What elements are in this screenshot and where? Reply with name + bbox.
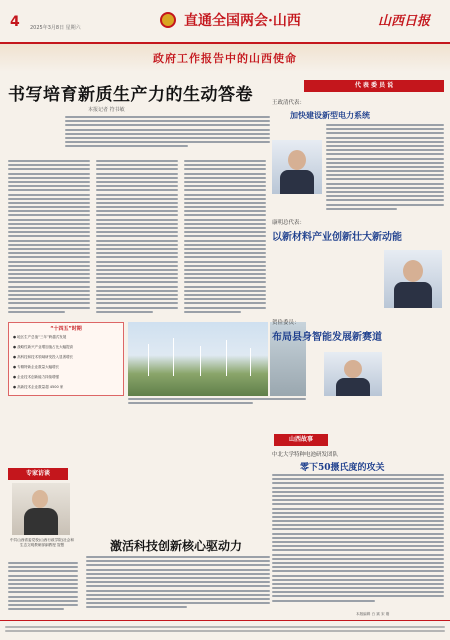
text-line: [272, 491, 444, 493]
text-line: [96, 307, 178, 309]
text-line: [272, 575, 444, 577]
text-line: [184, 173, 266, 175]
text-line: [96, 231, 178, 233]
text-line: [96, 185, 178, 187]
text-line: [272, 554, 444, 556]
text-line: [8, 202, 90, 204]
wind-turbine-photo: [128, 322, 268, 396]
text-line: [8, 273, 90, 275]
text-line: [272, 499, 444, 501]
text-line: [272, 545, 444, 547]
text-line: [8, 281, 90, 283]
text-line: [272, 558, 444, 560]
text-line: [326, 141, 444, 143]
text-line: [96, 189, 178, 191]
page-number: 4: [10, 14, 20, 30]
text-line: [96, 252, 178, 254]
text-line: [326, 208, 397, 210]
text-line: [272, 516, 444, 518]
text-line: [184, 265, 266, 267]
text-line: [86, 573, 270, 575]
text-line: [326, 124, 444, 126]
text-line: [272, 570, 444, 572]
text-line: [326, 132, 444, 134]
text-line: [272, 478, 444, 480]
text-line: [326, 191, 444, 193]
text-line: [86, 569, 270, 571]
text-line: [272, 508, 444, 510]
shanxi-story-tag: 山西故事: [274, 434, 328, 446]
text-line: [8, 286, 90, 288]
text-column: [8, 160, 90, 315]
text-line: [96, 261, 178, 263]
text-line: [8, 194, 90, 196]
text-line: [8, 269, 90, 271]
text-column: [184, 160, 266, 315]
text-line: [8, 277, 90, 279]
text-line: [272, 591, 444, 593]
text-line: [326, 170, 444, 172]
text-line: [184, 290, 266, 292]
text-line: [8, 227, 90, 229]
text-line: [272, 512, 444, 514]
text-line: [184, 181, 266, 183]
plan-box-title: “十四五”时期: [50, 326, 82, 332]
text-line: [184, 164, 266, 166]
national-emblem-icon: [160, 12, 176, 28]
rep1-headline: 加快建设新型电力系统: [290, 110, 370, 120]
plan-item: ● 高科技和技术领域研发投入显著增长: [13, 355, 74, 359]
story-kicker: 中北大学特种电池研发团队: [272, 452, 339, 458]
text-line: [184, 273, 266, 275]
text-line: [86, 602, 270, 604]
text-line: [96, 206, 178, 208]
expert-intro-text: [8, 562, 78, 612]
text-line: [184, 311, 241, 313]
text-line: [272, 579, 444, 581]
text-line: [326, 195, 444, 197]
expert-portrait-body: [24, 508, 58, 535]
text-line: [326, 199, 444, 201]
text-line: [184, 256, 266, 258]
text-line: [272, 595, 444, 597]
text-line: [86, 564, 270, 566]
text-line: [184, 177, 266, 179]
text-line: [272, 487, 444, 489]
expert-portrait-face: [32, 490, 48, 508]
text-line: [8, 181, 90, 183]
text-line: [8, 210, 90, 212]
text-line: [272, 482, 444, 484]
plan-achievements-box: [8, 322, 124, 396]
plan-item: ● 战略性新兴产业增加值占比大幅提高: [13, 345, 74, 349]
plan-item: ● 专精特新企业数量大幅增长: [13, 365, 60, 369]
text-line: [8, 298, 90, 300]
rep1-text: [326, 124, 444, 214]
text-line: [184, 281, 266, 283]
text-line: [8, 189, 90, 191]
article-body-text: [8, 160, 268, 318]
rep3-name: 贺俭委员：: [272, 320, 300, 326]
text-line: [86, 560, 270, 562]
text-line: [272, 587, 444, 589]
text-line: [326, 145, 444, 147]
rep1-name: 王政清代表：: [272, 100, 306, 106]
text-line: [326, 174, 444, 176]
text-line: [272, 537, 444, 539]
text-line: [96, 210, 178, 212]
article-lead-text: [65, 116, 270, 152]
article-headline: 书写培育新质生产力的生动答卷: [8, 85, 253, 105]
text-line: [96, 168, 178, 170]
text-line: [184, 252, 266, 254]
text-line: [184, 294, 266, 296]
text-line: [184, 227, 266, 229]
text-line: [184, 307, 266, 309]
plan-item: ● 企业技术创新能力持续增强: [13, 375, 60, 379]
masthead: [0, 0, 450, 44]
text-line: [96, 269, 178, 271]
article-byline: 本报记者 符书敏: [88, 107, 125, 113]
text-line: [8, 248, 90, 250]
page-editors: 本版编辑 白 斌 宋 刚: [356, 612, 390, 616]
text-line: [326, 204, 444, 206]
text-line: [96, 265, 178, 267]
text-line: [86, 598, 270, 600]
text-line: [326, 162, 444, 164]
text-line: [96, 273, 178, 275]
text-line: [184, 223, 266, 225]
text-line: [96, 160, 178, 162]
text-line: [184, 298, 266, 300]
issue-date: 2025年3月8日 星期六: [30, 25, 81, 31]
text-line: [272, 503, 444, 505]
text-line: [184, 189, 266, 191]
text-line: [184, 240, 266, 242]
text-line: [326, 158, 444, 160]
text-line: [8, 256, 90, 258]
rep1-portrait: [272, 140, 322, 194]
text-line: [326, 183, 444, 185]
interview-headline: 激活科技创新核心驱动力: [110, 539, 243, 553]
text-line: [184, 248, 266, 250]
text-line: [326, 149, 444, 151]
text-line: [96, 277, 178, 279]
text-line: [184, 210, 266, 212]
text-line: [272, 562, 444, 564]
text-line: [8, 265, 90, 267]
text-line: [8, 206, 90, 208]
text-line: [184, 302, 266, 304]
text-line: [86, 577, 270, 579]
text-line: [272, 541, 444, 543]
representatives-tag: 代 表 委 员 说: [304, 80, 444, 92]
text-line: [184, 277, 266, 279]
column-title: 直通全国两会·山西: [184, 13, 301, 29]
text-line: [8, 307, 90, 309]
text-line: [96, 302, 178, 304]
text-line: [96, 256, 178, 258]
text-line: [8, 244, 90, 246]
text-line: [184, 286, 266, 288]
text-line: [86, 581, 270, 583]
section-banner: [0, 44, 450, 72]
text-line: [96, 281, 178, 283]
text-line: [96, 202, 178, 204]
text-line: [326, 153, 444, 155]
text-line: [184, 160, 266, 162]
text-line: [96, 248, 178, 250]
text-line: [184, 231, 266, 233]
text-line: [96, 244, 178, 246]
text-line: [8, 294, 90, 296]
rep3-headline: 布局县身智能发展新赛道: [272, 332, 382, 343]
photo-caption: [128, 398, 306, 408]
plan-item: ● 高新技术企业数量超 4500 家: [13, 385, 64, 389]
plan-item: ● 地区生产总值“三年”跨越式发展: [13, 335, 67, 339]
text-line: [272, 495, 444, 497]
text-line: [86, 590, 270, 592]
text-line: [86, 556, 270, 558]
text-line: [96, 286, 178, 288]
text-line: [326, 137, 444, 139]
text-line: [96, 223, 178, 225]
text-line: [184, 219, 266, 221]
text-line: [96, 227, 178, 229]
text-line: [8, 311, 65, 313]
text-line: [184, 244, 266, 246]
text-line: [8, 223, 90, 225]
text-line: [326, 178, 444, 180]
text-line: [8, 168, 90, 170]
text-line: [184, 269, 266, 271]
story-body-text: [272, 474, 444, 608]
text-line: [184, 202, 266, 204]
text-line: [184, 198, 266, 200]
text-line: [96, 164, 178, 166]
text-line: [8, 198, 90, 200]
rep2-headline: 以新材料产业创新壮大新动能: [272, 232, 402, 243]
rep2-name: 康明总代表：: [272, 220, 306, 226]
text-line: [184, 168, 266, 170]
text-line: [272, 528, 444, 530]
text-line: [184, 235, 266, 237]
text-line: [96, 311, 153, 313]
expert-caption: 中共山西省委党校(山西行政学院)社会和生态文明教研部副教授 智慧: [10, 538, 74, 547]
text-line: [8, 164, 90, 166]
page-footer: [0, 620, 450, 640]
text-line: [86, 585, 270, 587]
text-line: [272, 566, 444, 568]
text-line: [326, 166, 444, 168]
text-line: [96, 235, 178, 237]
text-column: [96, 160, 178, 315]
text-line: [96, 173, 178, 175]
text-line: [272, 520, 444, 522]
text-line: [8, 240, 90, 242]
rep3-portrait: [324, 352, 382, 396]
interview-body-text: [86, 556, 270, 612]
text-line: [8, 261, 90, 263]
text-line: [272, 600, 375, 602]
text-line: [326, 187, 444, 189]
expert-interview-tag: 专家访谈: [8, 468, 68, 480]
text-line: [8, 219, 90, 221]
text-line: [86, 594, 270, 596]
text-line: [96, 240, 178, 242]
text-line: [272, 583, 444, 585]
text-line: [8, 185, 90, 187]
text-line: [272, 474, 444, 476]
text-line: [326, 128, 444, 130]
text-line: [8, 173, 90, 175]
text-line: [96, 214, 178, 216]
text-line: [96, 177, 178, 179]
text-line: [184, 214, 266, 216]
text-line: [272, 524, 444, 526]
text-line: [96, 194, 178, 196]
text-line: [8, 231, 90, 233]
text-line: [96, 290, 178, 292]
text-line: [272, 533, 444, 535]
story-headline: 零下50摄氏度的攻关: [300, 463, 385, 473]
text-line: [8, 252, 90, 254]
text-line: [184, 206, 266, 208]
text-line: [96, 198, 178, 200]
text-line: [96, 298, 178, 300]
text-line: [184, 261, 266, 263]
text-line: [8, 290, 90, 292]
text-line: [8, 235, 90, 237]
text-line: [8, 160, 90, 162]
text-line: [184, 194, 266, 196]
text-line: [86, 606, 187, 608]
section-banner-title: 政府工作报告中的山西使命: [153, 52, 297, 65]
text-line: [96, 294, 178, 296]
text-line: [8, 177, 90, 179]
text-line: [96, 219, 178, 221]
text-line: [8, 214, 90, 216]
rep2-portrait: [384, 250, 442, 308]
text-line: [8, 302, 90, 304]
text-line: [272, 549, 444, 551]
text-line: [96, 181, 178, 183]
text-line: [184, 185, 266, 187]
newspaper-logo: 山西日报: [378, 14, 431, 29]
